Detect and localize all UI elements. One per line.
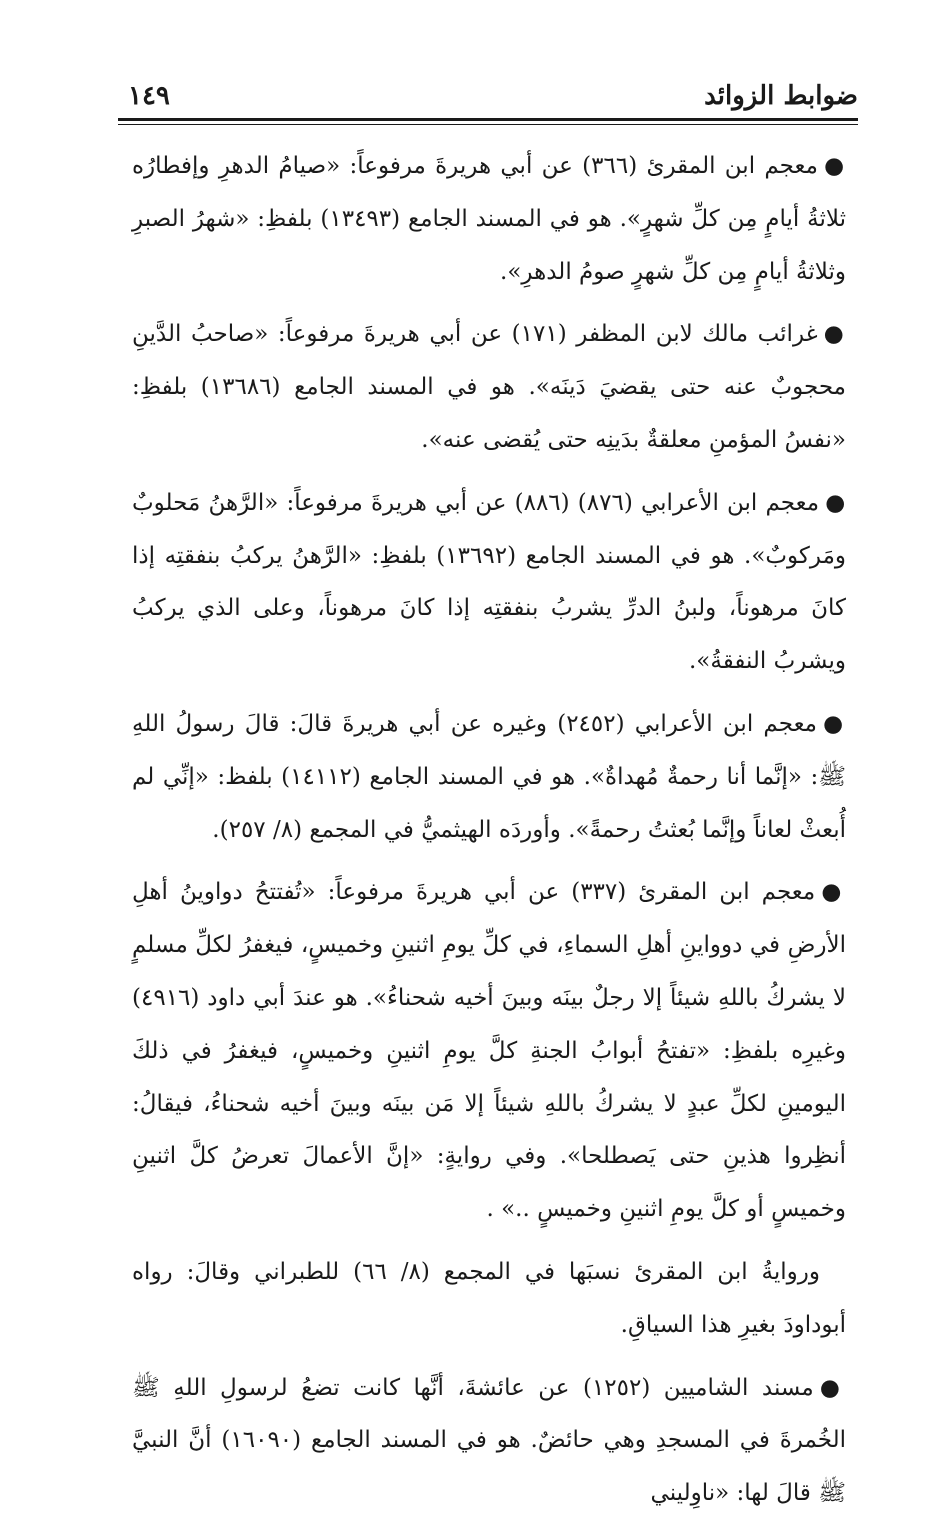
page-header	[118, 78, 858, 114]
paragraph-entry	[132, 866, 846, 1236]
page-body	[132, 140, 846, 1530]
bullet-mark: ●	[823, 321, 846, 348]
bullet-mark: ●	[825, 489, 846, 516]
paragraph-text: معجم ابن المقرئ (٣٣٧) عن أبي هريرةَ مرفوعاً: «تُفتتحُ دواوينُ أهلِ الأرضِ في دوواينِ أهلِ السماءِ، في كلِّ يومِ اثنينِ وخميسٍ، فيغفرُ لكلِّ مسلمٍ لا يشركُ باللهِ شيئاً إلا رجلٌ بينَه وبينَ أخيه شحناءُ». هو عندَ أبي داود (٤٩١٦) وغيرِه بلفظِ: «تفتحُ أبوابُ الجنةِ كلَّ يومِ اثنينِ وخميسٍ، فيغفرُ في ذلكَ اليومينِ لكلِّ عبدٍ لا يشركُ باللهِ شيئاً إلا مَن بينَه وبينَ أخيه شحناءُ، فيقالُ: أنظِروا هذينِ حتى يَصطلحا». وفي روايةٍ: «إنَّ الأعمالَ تعرضُ كلَّ اثنينِ وخميسٍ أو كلَّ يومِ اثنينِ وخميسٍ ..» .	[132, 879, 846, 1223]
paragraph-entry	[132, 698, 846, 856]
page-number: ١٤٩	[128, 81, 170, 111]
paragraph-text: وروايةُ ابن المقرئ نسبَها في المجمع (٨/ ٦٦) للطبراني وقالَ: رواه أبوداودَ بغيرِ هذا السياقِ.	[132, 1258, 846, 1338]
paragraph-entry	[132, 1362, 846, 1520]
paragraph-text: معجم ابن الأعرابي (٢٤٥٢) وغيره عن أبي هريرةَ قالَ: قالَ رسولُ اللهِ ﷺ: «إنَّما أنا رحمةٌ مُهداةٌ». هو في المسند الجامع (١٤١١٢) بلفظ: «إنِّي لم أُبعثْ لعاناً وإنَّما بُعثتُ رحمةً». وأوردَه الهيثميُّ في المجمع (٨/ ٢٥٧).	[132, 710, 846, 843]
bullet-mark: ●	[823, 153, 846, 179]
paragraph-entry	[132, 477, 846, 688]
paragraph-text: مسند الشاميين (١٢٥٢) عن عائشةَ، أنَّها كانت تضعُ لرسولِ اللهِ ﷺ الخُمرةَ في المسجدِ وهي حائضٌ. هو في المسند الجامع (١٦٠٩٠) أنَّ النبيَّ ﷺ قالَ لها: «ناوِليني	[132, 1374, 847, 1507]
paragraph-entry	[132, 308, 846, 466]
bullet-mark: ●	[821, 879, 846, 906]
paragraph-text: معجم ابن المقرئ (٣٦٦) عن أبي هريرةَ مرفوعاً: «صيامُ الدهرِ وإفطارُه ثلاثةُ أيامٍ مِن كلِّ شهرٍ». هو في المسند الجامع (١٣٤٩٣) بلفظِ: «شهرُ الصبرِ وثلاثةُ أيامٍ مِن كلِّ شهرٍ صومُ الدهرِ».	[132, 153, 846, 285]
paragraph-entry	[132, 140, 846, 298]
paragraph-text: معجم ابن الأعرابي (٨٧٦) (٨٨٦) عن أبي هريرةَ مرفوعاً: «الرَّهنُ مَحلوبٌ ومَركوبٌ». هو في المسند الجامع (١٣٦٩٢) بلفظِ: «الرَّهنُ يركبُ بنفقتِه إذا كانَ مرهوناً، ولبنُ الدرِّ يشربُ بنفقتِه إذا كانَ مرهوناً، وعلى الذي يركبُ ويشربُ النفقةُ».	[132, 489, 847, 675]
bullet-mark: ●	[823, 710, 846, 737]
running-title: ضوابط الزوائد	[704, 81, 858, 111]
header-rule-thick	[118, 118, 858, 121]
paragraph-text: غرائب مالك لابن المظفر (١٧١) عن أبي هريرةَ مرفوعاً: «صاحبُ الدَّينِ محجوبٌ عنه حتى يقضيَ دَينَه». هو في المسند الجامع (١٣٦٨٦) بلفظِ: «نفسُ المؤمنِ معلقةٌ بدَينِه حتى يُقضى عنه».	[132, 321, 847, 453]
bullet-mark: ●	[819, 1374, 846, 1401]
paragraph-note	[132, 1246, 846, 1352]
header-rule-thin	[118, 124, 858, 125]
